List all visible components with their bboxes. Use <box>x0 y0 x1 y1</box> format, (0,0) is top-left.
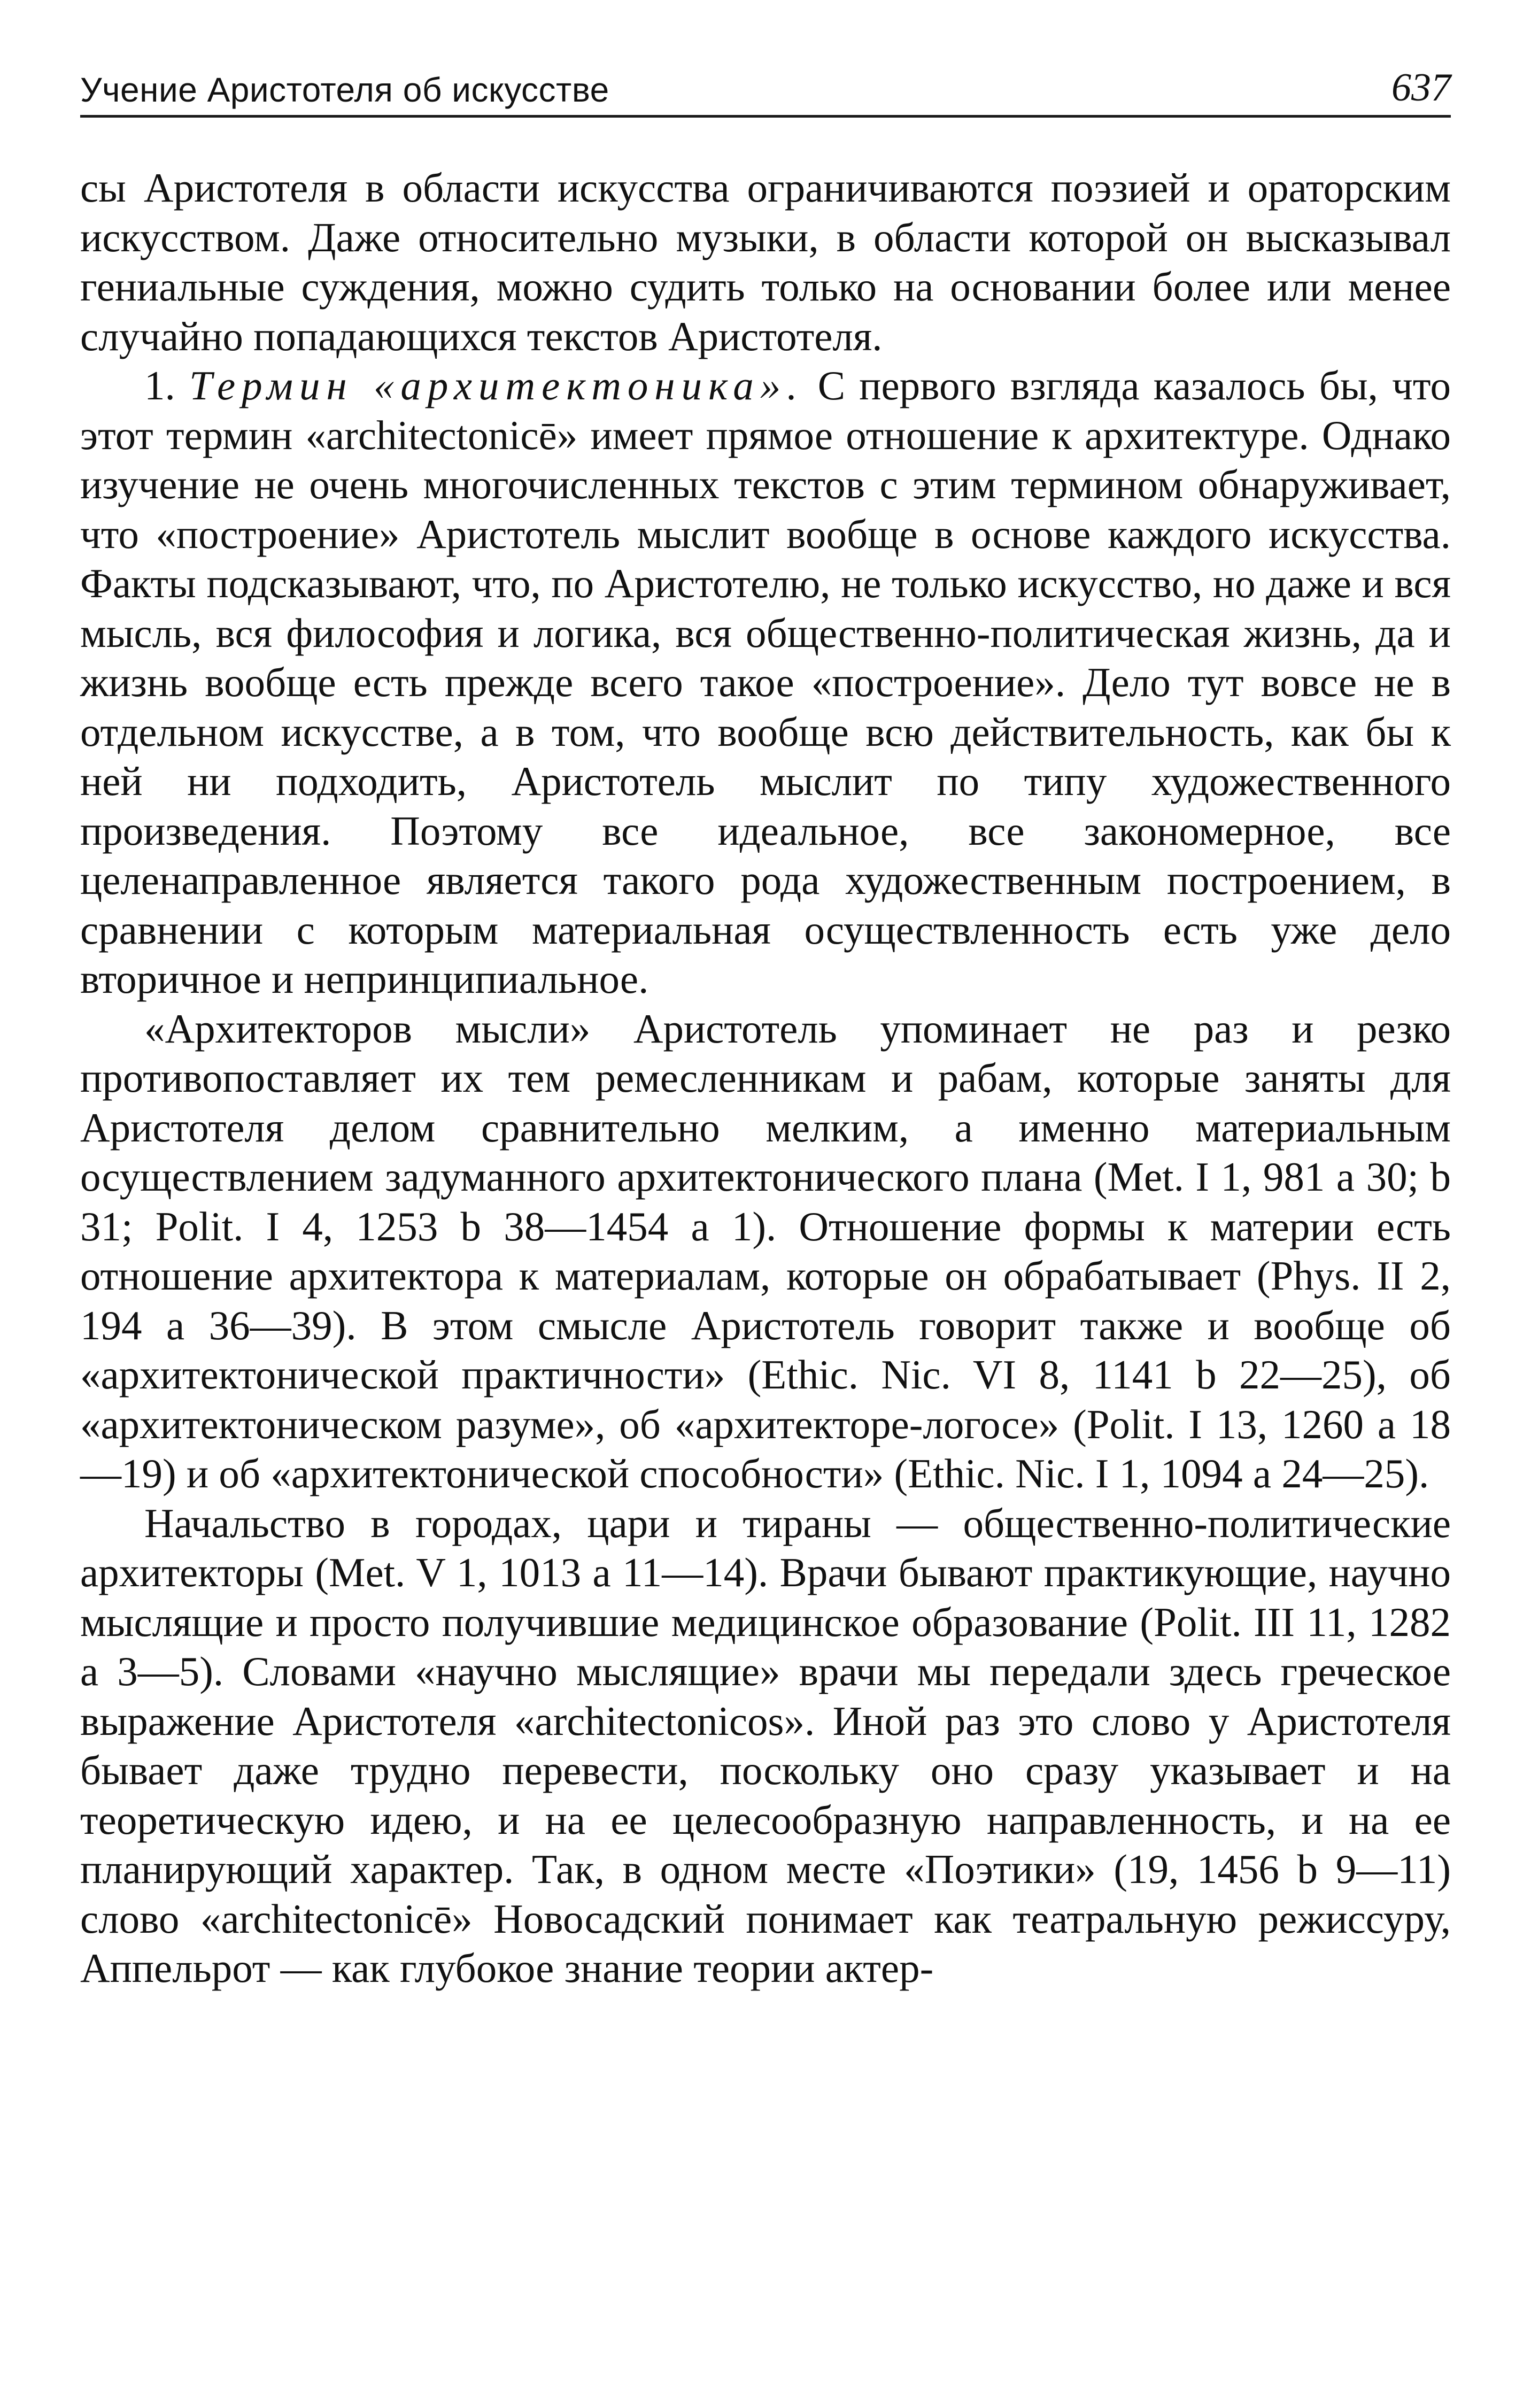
paragraph: «Архитекторов мысли» Аристотель упоминает не раз и резко противопоставляет их тем ремесленникам и рабам, которые заняты для Аристотеля делом сравнительно мелким, а именно материальным осуществлением задуманного архитектонического плана (Met. I 1, 981 a 30; b 31; Polit. I 4, 1253 b 38—1454 a 1). Отношение формы к материи есть отношение архитектора к материалам, которые он обрабатывает (Phys. II 2, 194 a 36—39). В этом смысле Аристотель говорит также и вообще об «архитектонической практичности» (Ethic. Nic. VI 8, 1141 b 22—25), об «архитектоническом разуме», об «архитекторе-логосе» (Polit. I 13, 1260 a 18—19) и об «архитектонической способности» (Ethic. Nic. I 1, 1094 a 24—25). <box>80 1005 1451 1496</box>
paragraph: Начальство в городах, цари и тираны — общественно-политические архитекторы (Met. V 1, 1013 a 11—14). Врачи бывают практикующие, научно мыслящие и просто получившие медицинское образование (Polit. III 11, 1282 a 3—5). Словами «научно мыслящие» врачи мы передали здесь греческое выражение Аристотеля «architectonicos». Иной раз это слово у Аристотеля бывает даже трудно перевести, поскольку оно сразу указывает и на теоретическую идею, и на ее целесообразную направленность, и на ее планирующий характер. Так, в одном месте «Поэтики» (19, 1456 b 9—11) слово «architectonicē» Новосадский понимает как театральную режиссуру, Аппельрот — как глубокое знание теории актер- <box>80 1500 1451 1991</box>
section-text: С первого взгляда казалось бы, что этот термин «architectonicē» имеет прямое отношение к архитектуре. Однако изучение не очень многочисленных текстов с этим термином обнаруживает, что «построение» Аристотель мыслит вообще в основе каждого искусства. Факты подсказывают, что, по Аристотелю, не только искусство, но даже и вся мысль, вся философия и логика, вся общественно-политическая жизнь, да и жизнь вообще есть прежде всего такое «построение». Дело тут вовсе не в отдельном искусстве, а в том, что вообще всю действительность, как бы к ней ни подходить, Аристотель мыслит по типу художественного произведения. Поэтому все идеальное, все закономерное, все целенаправленное является такого рода художественным построением, в сравнении с которым материальная осуществленность есть уже дело вторичное и непринципиальное. <box>80 362 1451 1002</box>
page-number: 637 <box>1391 66 1451 110</box>
running-header <box>80 56 1451 118</box>
running-title: Учение Аристотеля об искусстве <box>80 71 609 109</box>
section-paragraph <box>80 361 1451 1004</box>
section-number: 1. <box>144 362 175 408</box>
section-term: Термин «архитектоника». <box>189 362 804 408</box>
body-text <box>80 163 1451 1993</box>
paragraph: сы Аристотеля в области искусства ограничиваются поэзией и ораторским искусством. Даже относительно музыки, в области которой он высказывал гениальные суждения, можно судить только на основании более или менее случайно попадающихся текстов Аристотеля. <box>80 165 1451 359</box>
